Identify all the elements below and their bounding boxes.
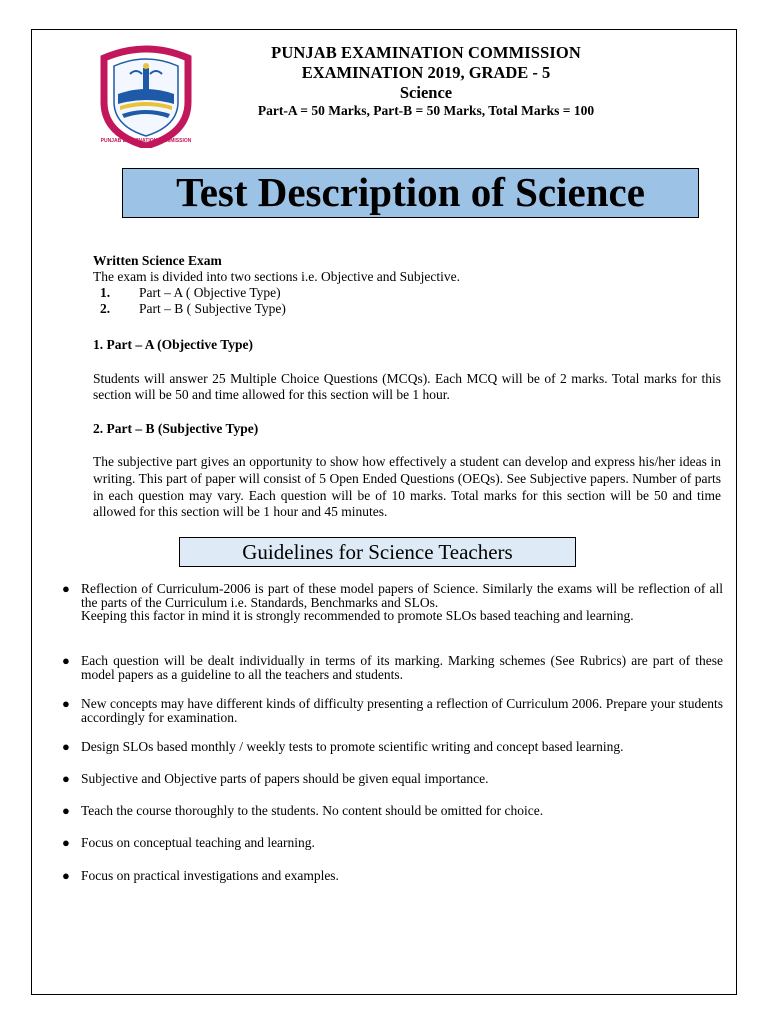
bullet-icon: ● [62,835,70,850]
bullet-icon: ● [62,739,70,754]
list-label: Part – A ( Objective Type) [139,285,281,300]
list-item [58,804,723,818]
guideline-text: Subjective and Objective parts of papers should be given equal importance. [81,771,489,786]
marks-summary: Part-A = 50 Marks, Part-B = 50 Marks, Total Marks = 100 [257,103,595,118]
list-number: 2. [100,301,111,316]
bullet-icon: ● [62,803,70,818]
list-label: Part – B ( Subjective Type) [139,301,286,316]
list-item [58,869,723,883]
exam-year-grade: EXAMINATION 2019, GRADE - 5 [301,63,551,82]
guideline-text: Focus on practical investigations and examples. [81,868,339,883]
bullet-icon: ● [62,653,70,668]
part-b-text: The subjective part gives an opportunity to show how effectively a student can develop and express his/her ideas in writing. This part of paper will consist of 5 Open Ended Questions (OEQs). See Subjective papers. Number of parts in each question may vary. Each question will be of 10 marks. Total marks for this section will be 50 and time allowed for this section will be 1 hour and 45 minutes. [93,454,721,520]
guideline-text: Reflection of Curriculum-2006 is part of these model papers of Science. Similarly the exams will be reflection of all the parts of the Curriculum i.e. Standards, Benchmarks and SLOs. [81,581,723,610]
bullet-icon: ● [62,696,70,711]
guideline-extra: Keeping this factor in mind it is strongly recommended to promote SLOs based teaching and learning. [81,608,634,623]
part-b-heading: 2. Part – B (Subjective Type) [93,421,259,436]
list-item [93,285,721,301]
list-item [58,582,723,623]
bullet-icon: ● [62,868,70,883]
bullet-icon: ● [62,771,70,786]
list-item [93,301,721,317]
intro-text: The exam is divided into two sections i.e. Objective and Subjective. [93,269,461,284]
commission-logo-icon [96,44,196,148]
document-header [200,43,652,120]
part-a-heading: 1. Part – A (Objective Type) [93,337,253,352]
guideline-text: Teach the course thoroughly to the students. No content should be omitted for choice. [81,803,544,818]
guidelines-title: Guidelines for Science Teachers [179,537,576,567]
bullet-icon: ● [62,581,70,596]
part-a-text: Students will answer 25 Multiple Choice Questions (MCQs). Each MCQ will be of 2 marks. Total marks for this section will be 50 and time allowed for this section will be 1 hour. [93,371,721,402]
intro-section [93,253,721,317]
list-item [58,836,723,850]
guideline-text: Design SLOs based monthly / weekly tests to promote scientific writing and concept based learning. [81,739,624,754]
list-item [58,740,723,754]
guideline-text: New concepts may have different kinds of difficulty presenting a reflection of Curriculum 2006. Prepare your students accordingly for examination. [81,696,723,725]
list-item [58,654,723,681]
guideline-text: Each question will be dealt individually in terms of its marking. Marking schemes (See Rubrics) are part of these model papers as a guideline to all the teachers and students. [81,653,723,682]
logo-ring-text: PUNJAB EXAMINATION COMMISSION [100,138,192,144]
guideline-text: Focus on conceptual teaching and learning. [81,835,315,850]
commission-name: PUNJAB EXAMINATION COMMISSION [271,43,581,62]
subject-name: Science [399,83,453,102]
main-title: Test Description of Science [122,168,699,218]
list-number: 1. [100,285,111,300]
list-item [58,772,723,786]
list-item [58,697,723,724]
intro-heading: Written Science Exam [93,253,222,268]
